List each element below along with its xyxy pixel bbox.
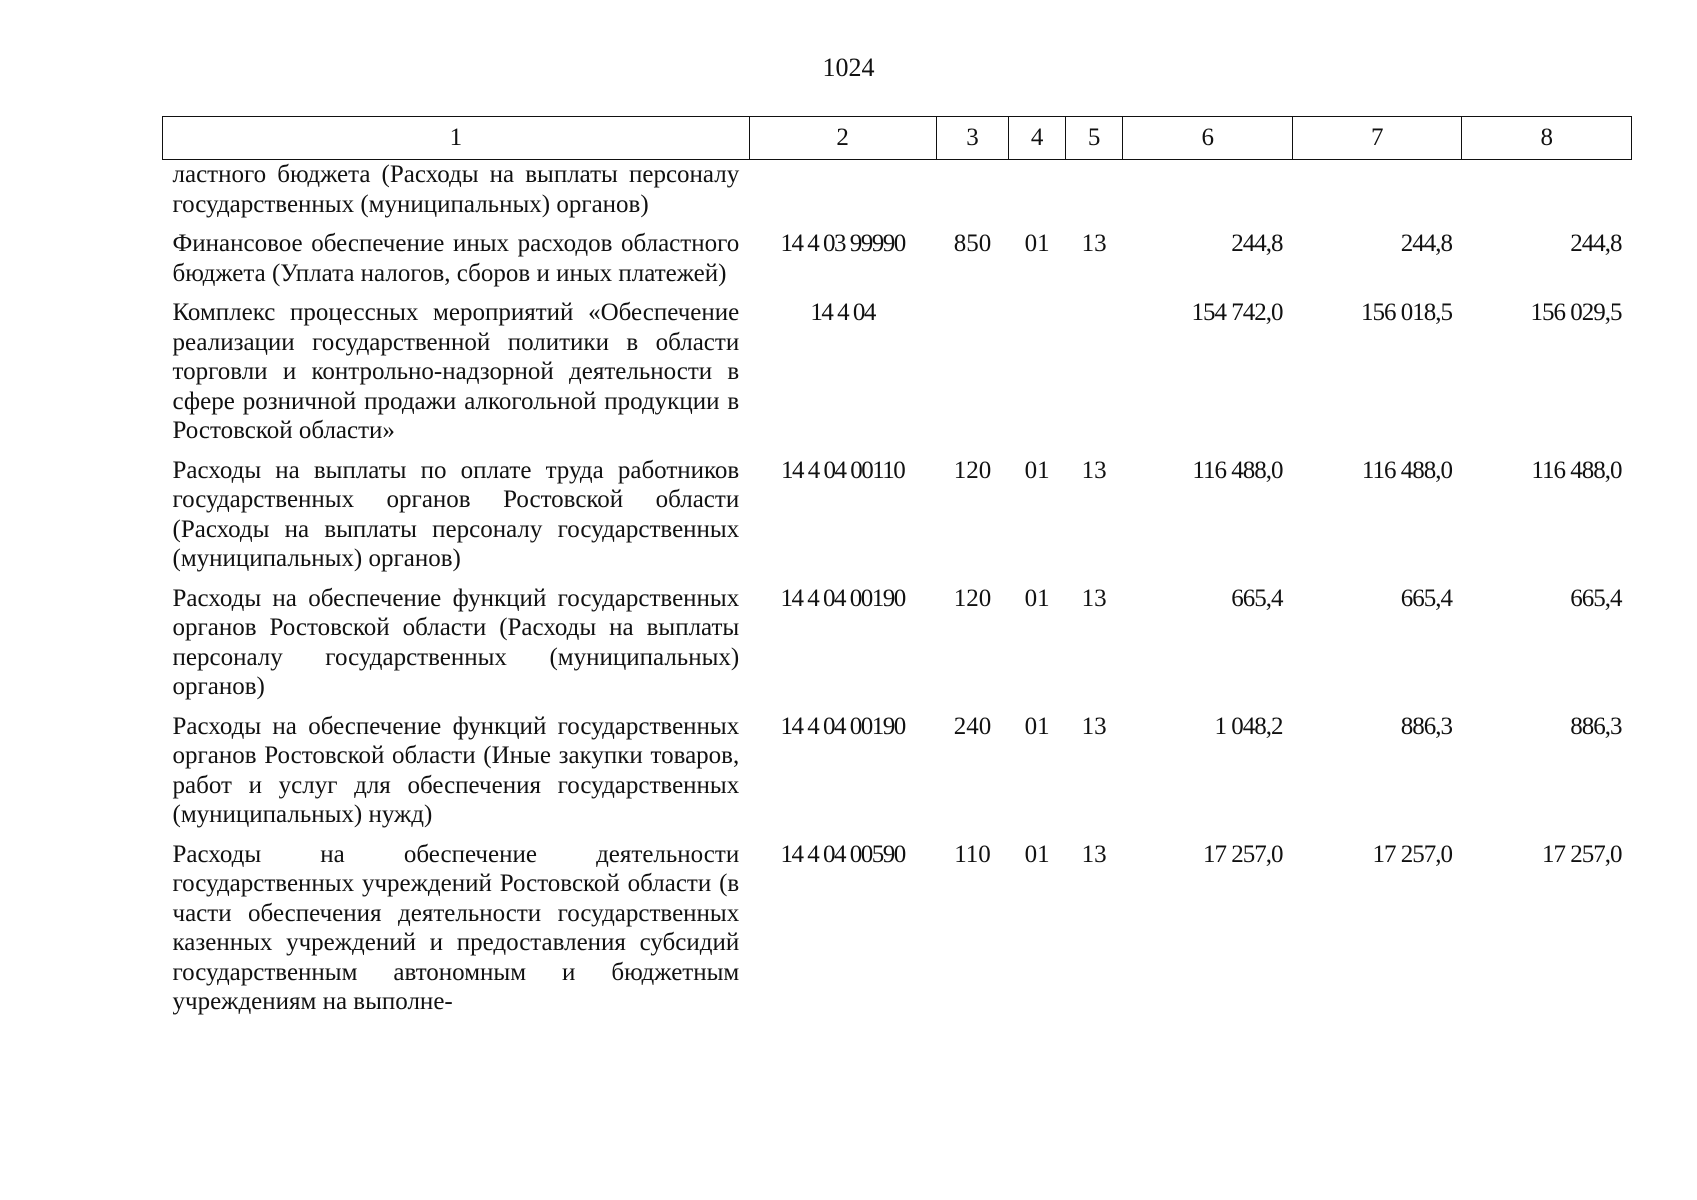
row-value-6 <box>1123 160 1293 230</box>
row-value-7 <box>1292 160 1462 230</box>
row-value-8 <box>1462 160 1632 230</box>
row-value-7: 665,4 <box>1400 584 1452 612</box>
row-col-5: 13 <box>1081 230 1107 257</box>
table-row <box>163 229 1632 298</box>
budget-table <box>162 116 1632 1027</box>
row-value-8: 244,8 <box>1570 230 1622 257</box>
row-value-7: 116 488,0 <box>1361 456 1452 484</box>
row-code: 14 4 03 99990 <box>780 230 905 257</box>
row-name: Расходы на обеспечение функций государственных органов Ростовской области (Расходы на выплаты персоналу государственных (муниципальных) органов) <box>172 584 740 700</box>
row-col-5: 13 <box>1081 840 1107 868</box>
page-number: 1024 <box>822 53 875 82</box>
row-code: 14 4 04 00590 <box>780 840 905 868</box>
row-col-4: 01 <box>1024 840 1050 868</box>
row-col-5: 13 <box>1081 584 1107 612</box>
row-name: Расходы на выплаты по оплате труда работников государственных органов Ростовской области (Расходы на выплаты персоналу государственных (муниципальных) органов) <box>172 456 740 572</box>
row-name: Комплекс процессных мероприятий «Обеспечение реализации государственной политики в области торговли и контрольно-надзорной деятельности в сфере розничной продажи алкогольной продукции в Ростовской области» <box>172 299 740 444</box>
row-name: Расходы на обеспечение деятельности государственных учреждений Ростовской области (в части обеспечения деятельности государственных казенных учреждений и предоставления субсидий государственным автономным и бюджетным учреждениям на выполне- <box>172 840 740 1015</box>
row-value-7: 244,8 <box>1400 230 1452 257</box>
row-col-3: 120 <box>953 456 992 484</box>
row-code: 14 4 04 <box>810 299 875 326</box>
row-value-6: 244,8 <box>1231 230 1283 257</box>
row-value-8: 665,4 <box>1570 584 1622 612</box>
table-row <box>163 160 1632 230</box>
row-col-5: 13 <box>1081 712 1107 740</box>
row-col-4: 01 <box>1024 230 1050 257</box>
row-code: 14 4 04 00190 <box>780 584 905 612</box>
row-value-6: 116 488,0 <box>1192 456 1283 484</box>
row-col-3 <box>936 160 1009 230</box>
row-value-8: 886,3 <box>1570 712 1622 740</box>
row-code: 14 4 04 00110 <box>780 456 905 484</box>
row-col-4 <box>1009 160 1066 230</box>
header-col-1: 1 <box>163 117 750 160</box>
row-value-6: 1 048,2 <box>1214 712 1283 740</box>
row-value-8: 17 257,0 <box>1542 840 1622 868</box>
row-value-6: 154 742,0 <box>1191 299 1283 326</box>
header-col-2: 2 <box>749 117 936 160</box>
row-col-3: 110 <box>954 840 991 868</box>
row-name: Финансовое обеспечение иных расходов областного бюджета (Уплата налогов, сборов и иных платежей) <box>172 230 740 287</box>
row-col-5: 13 <box>1081 456 1107 484</box>
table-row <box>163 584 1632 712</box>
row-col-3: 120 <box>953 584 992 612</box>
row-value-7: 886,3 <box>1400 712 1452 740</box>
row-col-4: 01 <box>1024 456 1050 484</box>
table-row <box>163 712 1632 840</box>
table-row <box>163 298 1632 456</box>
header-col-4: 4 <box>1009 117 1066 160</box>
header-col-8: 8 <box>1462 117 1632 160</box>
table-header-row <box>163 117 1632 160</box>
table-row <box>163 840 1632 1027</box>
header-col-3: 3 <box>936 117 1009 160</box>
row-col-4 <box>1009 298 1066 456</box>
row-col-5 <box>1065 298 1123 456</box>
row-col-3 <box>936 298 1009 456</box>
row-name: ластного бюджета (Расходы на выплаты персоналу государственных (муниципальных) органов) <box>172 161 740 218</box>
row-name: Расходы на обеспечение функций государственных органов Ростовской области (Иные закупки товаров, работ и услуг для обеспечения государственных (муниципальных) нужд) <box>172 712 740 828</box>
table-row <box>163 456 1632 584</box>
row-value-6: 665,4 <box>1231 584 1283 612</box>
row-col-3: 850 <box>953 230 992 257</box>
row-col-4: 01 <box>1024 584 1050 612</box>
row-code: 14 4 04 00190 <box>780 712 905 740</box>
row-value-7: 17 257,0 <box>1372 840 1452 868</box>
row-value-7: 156 018,5 <box>1360 299 1452 326</box>
header-col-6: 6 <box>1123 117 1293 160</box>
row-value-8: 156 029,5 <box>1530 299 1622 326</box>
row-value-8: 116 488,0 <box>1531 456 1622 484</box>
row-col-3: 240 <box>953 712 992 740</box>
row-value-6: 17 257,0 <box>1202 840 1283 868</box>
row-col-4: 01 <box>1024 712 1050 740</box>
header-col-7: 7 <box>1292 117 1462 160</box>
row-code <box>749 160 936 230</box>
row-col-5 <box>1065 160 1123 230</box>
header-col-5: 5 <box>1065 117 1123 160</box>
